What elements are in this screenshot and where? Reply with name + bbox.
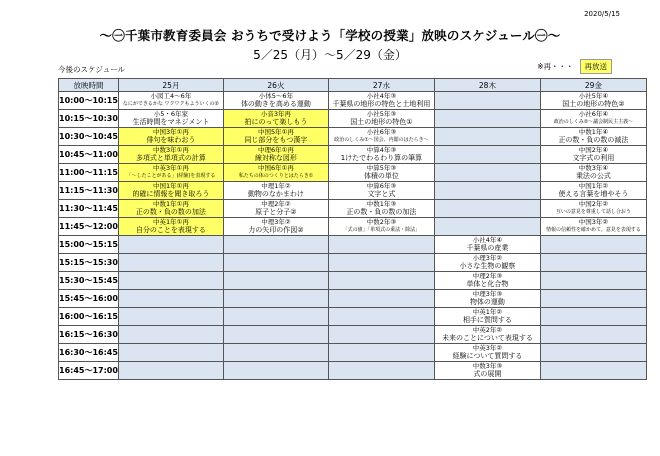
program-grade: 小社5年③ bbox=[366, 110, 397, 118]
time-slot: 16:15～16:30 bbox=[59, 326, 119, 344]
program-grade: 小体5～6年 bbox=[258, 92, 294, 100]
program-grade: 中理6年①再 bbox=[257, 146, 294, 154]
program-title: 体積の単位 bbox=[363, 171, 399, 180]
program-grade: 小社5年④ bbox=[578, 92, 609, 100]
cell-wed bbox=[328, 218, 434, 236]
program-grade: 中英3年①再 bbox=[152, 164, 189, 172]
header-time: 放映時間 bbox=[59, 79, 119, 92]
cell-wed bbox=[328, 182, 434, 200]
program-title: 正の数・負の数の加法 bbox=[135, 207, 206, 216]
time-slot: 16:30～16:45 bbox=[59, 344, 119, 362]
table-row bbox=[59, 92, 647, 110]
program-grade: 中英3年② bbox=[472, 344, 503, 352]
program-grade: 中数1年①再 bbox=[152, 200, 189, 208]
cell-mon bbox=[118, 362, 223, 380]
cell-thu bbox=[434, 344, 540, 362]
cell-wed bbox=[328, 146, 434, 164]
document-date: 2020/5/15 bbox=[584, 10, 620, 18]
program-title: 同じ部分をもつ漢字 bbox=[244, 135, 308, 144]
cell-tue bbox=[223, 110, 328, 128]
program-title: 的確に情報を聞き取ろう bbox=[132, 189, 210, 198]
table-row bbox=[59, 128, 647, 146]
time-slot: 10:30～10:45 bbox=[59, 128, 119, 146]
program-grade: 小図工4～6年 bbox=[150, 92, 192, 100]
table-row bbox=[59, 164, 647, 182]
cell-thu bbox=[434, 254, 540, 272]
program-grade: 中理1年② bbox=[261, 182, 291, 190]
header-fri: 29金 bbox=[540, 79, 646, 92]
cell-mon bbox=[118, 326, 223, 344]
legend-rerun-swatch: 再放送 bbox=[580, 59, 613, 74]
cell-fri bbox=[540, 290, 646, 308]
program-title: 「式の値」「単項式の乗法・除法」 bbox=[342, 226, 421, 233]
cell-tue bbox=[223, 146, 328, 164]
cell-tue bbox=[223, 92, 328, 110]
time-slot: 11:30～11:45 bbox=[59, 200, 119, 218]
program-title: 小さな生物の観察 bbox=[459, 261, 516, 270]
cell-thu bbox=[434, 128, 540, 146]
time-slot: 10:45～11:00 bbox=[59, 146, 119, 164]
program-grade: 中数3年④ bbox=[578, 164, 609, 172]
cell-tue bbox=[223, 308, 328, 326]
program-title: 経験について質問する bbox=[452, 351, 523, 360]
cell-wed bbox=[328, 128, 434, 146]
time-slot: 11:00～11:15 bbox=[59, 164, 119, 182]
cell-mon bbox=[118, 272, 223, 290]
cell-wed bbox=[328, 236, 434, 254]
program-grade: 中理2年② bbox=[261, 200, 291, 208]
program-title: 拍にのって楽しもう bbox=[244, 117, 308, 126]
program-grade: 中理3年② bbox=[261, 218, 291, 226]
cell-tue bbox=[223, 344, 328, 362]
cell-fri bbox=[540, 344, 646, 362]
cell-wed bbox=[328, 110, 434, 128]
cell-thu bbox=[434, 110, 540, 128]
cell-wed bbox=[328, 308, 434, 326]
program-grade: 中国3年①再 bbox=[152, 128, 189, 136]
cell-fri bbox=[540, 326, 646, 344]
cell-thu bbox=[434, 326, 540, 344]
table-row bbox=[59, 236, 647, 254]
program-title: 生活時間をマネジメント bbox=[132, 117, 210, 126]
program-title: 動物のなかまわけ bbox=[247, 189, 304, 198]
cell-fri bbox=[540, 236, 646, 254]
program-title: 原子と分子② bbox=[255, 207, 297, 216]
program-title: 文字式の利用 bbox=[572, 153, 615, 162]
table-row bbox=[59, 254, 647, 272]
program-grade: 中算5年③ bbox=[366, 164, 397, 172]
cell-tue bbox=[223, 182, 328, 200]
cell-thu bbox=[434, 92, 540, 110]
time-slot: 10:15～10:30 bbox=[59, 110, 119, 128]
program-title: 式の展開 bbox=[473, 369, 502, 378]
program-grade: 中理2年③ bbox=[472, 272, 503, 280]
schedule-label: 今後のスケジュール bbox=[58, 65, 126, 74]
date-range: 5／25（月）～5／29（金） bbox=[253, 48, 407, 62]
time-slot: 11:15～11:30 bbox=[59, 182, 119, 200]
program-grade: 小社6年④ bbox=[578, 110, 609, 118]
cell-thu bbox=[434, 308, 540, 326]
cell-thu bbox=[434, 200, 540, 218]
program-title: 国土の地形の特色② bbox=[562, 99, 625, 108]
program-title: 俳句を味わおう bbox=[146, 135, 196, 144]
program-title: 千葉県の地形の特色と土地利用 bbox=[332, 99, 431, 108]
cell-tue bbox=[223, 236, 328, 254]
table-row bbox=[59, 110, 647, 128]
cell-mon bbox=[118, 290, 223, 308]
program-title: 力の矢印の作図② bbox=[248, 225, 304, 234]
cell-fri bbox=[540, 164, 646, 182]
cell-fri bbox=[540, 110, 646, 128]
program-title: 乗法の公式 bbox=[575, 171, 611, 180]
program-title: 体の動きを高める運動 bbox=[240, 99, 311, 108]
table-row bbox=[59, 344, 647, 362]
program-title: 政治のしくみ②～議会制民主主義～ bbox=[553, 118, 634, 125]
program-grade: 中算6年③ bbox=[366, 182, 397, 190]
program-grade: 中数1年③ bbox=[366, 200, 397, 208]
table-row bbox=[59, 290, 647, 308]
cell-fri bbox=[540, 218, 646, 236]
cell-mon bbox=[118, 236, 223, 254]
cell-mon bbox=[118, 182, 223, 200]
program-grade: 小理3年② bbox=[472, 254, 503, 262]
header-tue: 26火 bbox=[223, 79, 328, 92]
program-title: 自分のことを表現する bbox=[135, 225, 206, 234]
program-grade: 小社4年③ bbox=[366, 92, 397, 100]
program-grade: 小社4年④ bbox=[472, 236, 503, 244]
cell-mon bbox=[118, 146, 223, 164]
cell-mon bbox=[118, 254, 223, 272]
program-title: 正の数・負の数の減法 bbox=[558, 135, 629, 144]
program-title: 相手に質問する bbox=[462, 315, 512, 324]
program-grade: 小社6年③ bbox=[366, 128, 397, 136]
cell-wed bbox=[328, 92, 434, 110]
cell-tue bbox=[223, 200, 328, 218]
table-row bbox=[59, 362, 647, 380]
cell-tue bbox=[223, 128, 328, 146]
table-row bbox=[59, 218, 647, 236]
program-grade: 中国6年①再 bbox=[257, 164, 294, 172]
cell-mon bbox=[118, 92, 223, 110]
program-grade: 中英1年② bbox=[472, 308, 503, 316]
page-title: ～㊀千葉市教育委員会 おうちで受けよう「学校の授業」放映のスケジュール㊀～ bbox=[99, 28, 561, 43]
program-grade: 中国2年④ bbox=[578, 146, 609, 154]
program-grade: 小音3年再 bbox=[260, 110, 291, 118]
program-grade: 中国1年② bbox=[578, 182, 609, 190]
program-title: 「～したことがある」(経験)を表現する bbox=[126, 172, 216, 179]
program-grade: 中数1年④ bbox=[578, 128, 609, 136]
cell-fri bbox=[540, 92, 646, 110]
program-title: 物体の運動 bbox=[469, 297, 505, 306]
cell-wed bbox=[328, 164, 434, 182]
table-row bbox=[59, 182, 647, 200]
cell-mon bbox=[118, 164, 223, 182]
time-slot: 11:45～12:00 bbox=[59, 218, 119, 236]
program-title: 千葉県の産業 bbox=[466, 243, 509, 252]
program-grade: 中数3年①再 bbox=[152, 146, 189, 154]
time-slot: 15:45～16:00 bbox=[59, 290, 119, 308]
cell-thu bbox=[434, 164, 540, 182]
program-title: 国土の地形の特色① bbox=[350, 117, 413, 126]
cell-mon bbox=[118, 218, 223, 236]
cell-fri bbox=[540, 146, 646, 164]
cell-tue bbox=[223, 164, 328, 182]
cell-mon bbox=[118, 128, 223, 146]
cell-fri bbox=[540, 272, 646, 290]
program-grade: 中数3年③ bbox=[472, 362, 503, 370]
cell-fri bbox=[540, 308, 646, 326]
header-row bbox=[59, 79, 647, 92]
program-title: 線対称な図形 bbox=[254, 153, 297, 162]
cell-fri bbox=[540, 254, 646, 272]
cell-fri bbox=[540, 182, 646, 200]
cell-thu bbox=[434, 182, 540, 200]
header-thu: 28木 bbox=[434, 79, 540, 92]
table-row bbox=[59, 146, 647, 164]
cell-thu bbox=[434, 362, 540, 380]
program-grade: 中数2年③ bbox=[366, 218, 397, 226]
cell-tue bbox=[223, 326, 328, 344]
time-slot: 15:00～15:15 bbox=[59, 236, 119, 254]
cell-mon bbox=[118, 110, 223, 128]
cell-thu bbox=[434, 146, 540, 164]
program-title: 政治のしくみ①～国会、内閣のはたらき～ bbox=[334, 136, 429, 143]
program-title: 正の数・負の数の加法 bbox=[346, 207, 417, 216]
program-grade: 中国5年①再 bbox=[257, 128, 294, 136]
cell-wed bbox=[328, 362, 434, 380]
program-title: 文字と式 bbox=[367, 189, 396, 198]
time-slot: 16:45～17:00 bbox=[59, 362, 119, 380]
program-title: 単体と化合物 bbox=[466, 279, 509, 288]
program-grade: 中国1年①再 bbox=[152, 182, 189, 190]
cell-fri bbox=[540, 128, 646, 146]
cell-tue bbox=[223, 218, 328, 236]
cell-thu bbox=[434, 272, 540, 290]
cell-thu bbox=[434, 290, 540, 308]
table-row bbox=[59, 326, 647, 344]
program-title: 1けたでわるわり算の筆算 bbox=[340, 153, 423, 162]
program-grade: 中英1年①再 bbox=[152, 218, 189, 226]
cell-wed bbox=[328, 272, 434, 290]
cell-thu bbox=[434, 218, 540, 236]
cell-wed bbox=[328, 326, 434, 344]
cell-wed bbox=[328, 290, 434, 308]
program-title: 使える言葉を増やそう bbox=[558, 189, 629, 198]
program-title: 情報の信頼性を確かめて、意見を表現する bbox=[545, 226, 641, 233]
schedule-table bbox=[58, 78, 647, 380]
program-grade: 中国3年② bbox=[578, 218, 609, 226]
program-grade: 中算4年③ bbox=[366, 146, 397, 154]
cell-fri bbox=[540, 362, 646, 380]
program-grade: 中英2年② bbox=[472, 326, 503, 334]
legend bbox=[537, 59, 612, 74]
table-row bbox=[59, 272, 647, 290]
time-slot: 16:00～16:15 bbox=[59, 308, 119, 326]
cell-tue bbox=[223, 272, 328, 290]
header-wed: 27水 bbox=[328, 79, 434, 92]
cell-tue bbox=[223, 290, 328, 308]
program-title: なにができるかな ワクワクもよういくの② bbox=[122, 100, 219, 107]
cell-mon bbox=[118, 344, 223, 362]
time-slot: 15:30～15:45 bbox=[59, 272, 119, 290]
cell-thu bbox=[434, 236, 540, 254]
cell-wed bbox=[328, 254, 434, 272]
program-grade: 中国2年② bbox=[578, 200, 609, 208]
cell-fri bbox=[540, 200, 646, 218]
cell-tue bbox=[223, 254, 328, 272]
cell-mon bbox=[118, 308, 223, 326]
program-title: 私たちの体のつくりとはたらき① bbox=[238, 172, 314, 179]
header-mon: 25月 bbox=[118, 79, 223, 92]
program-grade: 小5・6年家 bbox=[153, 110, 189, 118]
time-slot: 10:00～10:15 bbox=[59, 92, 119, 110]
cell-mon bbox=[118, 200, 223, 218]
cell-wed bbox=[328, 200, 434, 218]
cell-wed bbox=[328, 344, 434, 362]
program-grade: 中理3年③ bbox=[472, 290, 503, 298]
cell-tue bbox=[223, 362, 328, 380]
program-title: 多項式と単項式の計算 bbox=[135, 153, 206, 162]
program-title: 未来のことについて表現する bbox=[442, 333, 533, 342]
table-row bbox=[59, 308, 647, 326]
program-title: 互いの意見を尊重して話し合おう bbox=[555, 208, 631, 215]
time-slot: 15:15～15:30 bbox=[59, 254, 119, 272]
legend-text: ※再・・・ bbox=[537, 62, 574, 71]
table-row bbox=[59, 200, 647, 218]
